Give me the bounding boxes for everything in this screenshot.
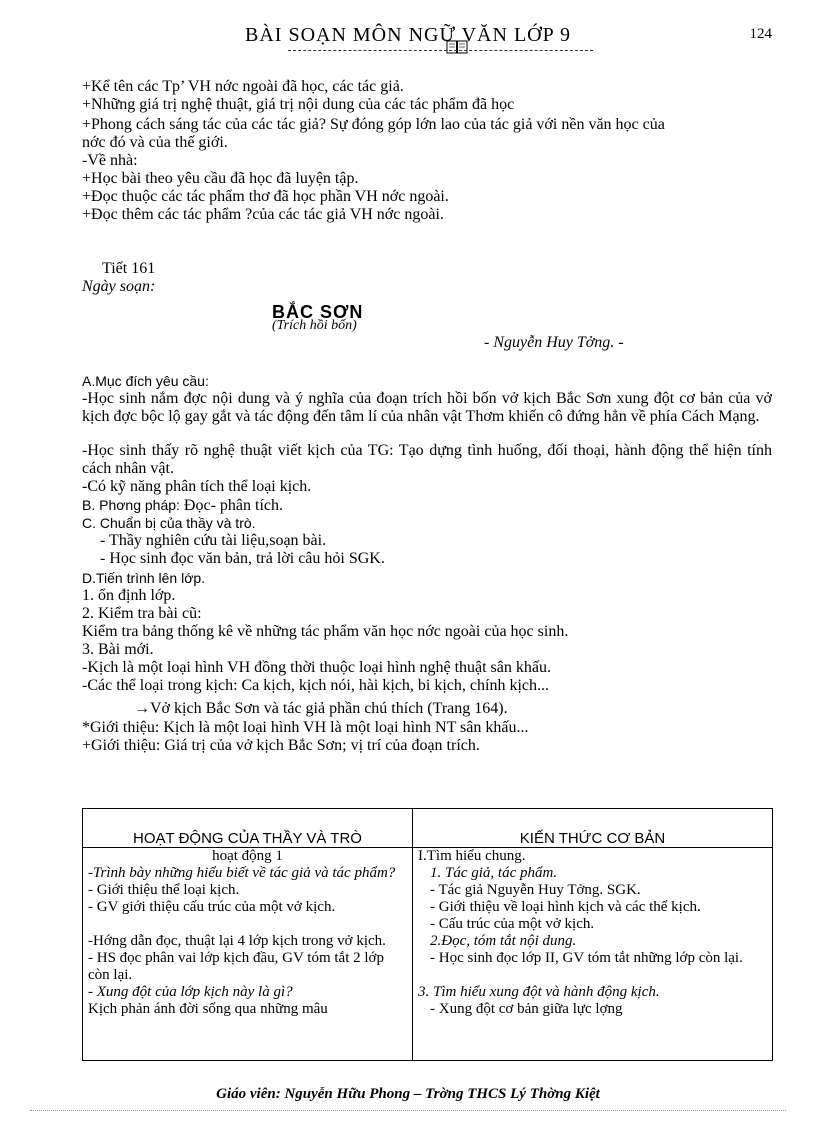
intro-line: -Về nhà: <box>82 152 138 169</box>
section-b-text: Đọc- phân tích. <box>183 497 283 514</box>
activity-line: hoạt động 1 <box>212 848 283 864</box>
knowledge-line: - Cấu trúc của một vở kịch. <box>430 916 595 932</box>
intro-line: +Đọc thêm các tác phẩm ?của các tác giả VH nớc ngoài. <box>82 206 444 223</box>
section-d-item: +Giới thiệu: Giá trị của vở kịch Bắc Sơn; vị trí của đoạn trích. <box>82 737 480 754</box>
lesson-date-label: Ngày soạn: <box>82 278 156 295</box>
activities-cell <box>83 848 413 1061</box>
knowledge-line: I.Tìm hiểu chung. <box>418 848 526 864</box>
section-d-heading: D.Tiến trình lên lớp. <box>82 570 206 586</box>
section-a-item: -Có kỹ năng phân tích thể loại kịch. <box>82 478 312 495</box>
section-b-heading: B. Phơng pháp: <box>82 497 180 513</box>
section-d-item: 2. Kiểm tra bài cũ: <box>82 605 202 622</box>
table-row <box>83 848 773 1061</box>
section-a-item: -Học sinh thấy rõ nghệ thuật viết kịch của TG: Tạo dựng tình huống, đối thoại, hành động thể hiện tính cách nhân vật. <box>82 442 772 477</box>
knowledge-line: 3. Tìm hiểu xung đột và hành động kịch. <box>418 984 660 1000</box>
intro-line: +Những giá trị nghệ thuật, giá trị nội dung của các tác phẩm đã học <box>82 96 515 113</box>
knowledge-line <box>418 967 767 984</box>
section-d-item: 3. Bài mới. <box>82 641 154 658</box>
activity-line: - Giới thiệu thể loại kịch. <box>88 882 240 898</box>
section-a-item: -Học sinh nắm đợc nội dung và ý nghĩa của đoạn trích hồi bốn vở kịch Bắc Sơn xung đột cơ bản của vở kịch đợc bộc lộ gay gắt và tác động đến tâm lí của nhân vật Thơm khiến cô đứng hẳn về phía Cách Mạng. <box>82 390 772 425</box>
activity-line: - Xung đột của lớp kịch này là gì? <box>88 984 293 1000</box>
intro-line: +Kể tên các Tp’ VH nớc ngoài đã học, các tác giả. <box>82 78 404 95</box>
lesson-period: Tiết 161 <box>102 260 156 277</box>
activity-line <box>88 916 407 933</box>
lesson-author: - Nguyễn Huy Tởng. - <box>484 334 624 351</box>
section-d-item: -Kịch là một loại hình VH đồng thời thuộc loại hình nghệ thuật sân khấu. <box>82 659 551 676</box>
knowledge-line: - Tác giả Nguyễn Huy Tởng. SGK. <box>430 882 641 898</box>
section-a-heading: A.Mục đích yêu cầu: <box>82 373 209 389</box>
section-d-item: *Giới thiệu: Kịch là một loại hình VH là một loại hình NT sân khấu... <box>82 719 529 736</box>
section-c-item: - Học sinh đọc văn bản, trả lời câu hỏi SGK. <box>100 550 385 567</box>
activity-line: - HS đọc phân vai lớp kịch đầu, GV tóm tắt 2 lớp còn lại. <box>88 950 384 983</box>
intro-line: +Đọc thuộc các tác phẩm thơ đã học phần VH nớc ngoài. <box>82 188 449 205</box>
section-d-item: -Các thể loại trong kịch: Ca kịch, kịch nói, hài kịch, bi kịch, chính kịch... <box>82 677 549 694</box>
table-header-row <box>83 809 773 848</box>
intro-line: +Phong cách sáng tác của các tác giả? Sự đóng góp lớn lao của tác giả với nền văn học của <box>82 116 665 133</box>
knowledge-line: - Học sinh đọc lớp II, GV tóm tắt những lớp còn lại. <box>430 950 743 966</box>
col-activities-header: HOẠT ĐỘNG CỦA THẦY VÀ TRÒ <box>83 809 413 848</box>
knowledge-cell <box>413 848 773 1061</box>
knowledge-line: - Giới thiệu về loại hình kịch và các thể kịch. <box>430 899 701 915</box>
lesson-subtitle: (Trích hồi bốn) <box>272 318 357 333</box>
footer-divider <box>30 1110 786 1111</box>
col-knowledge-header: KIẾN THỨC CƠ BẢN <box>413 809 773 848</box>
section-c-heading: C. Chuẩn bị của thầy và trò. <box>82 515 256 531</box>
section-d-item: Kiểm tra bảng thống kê về những tác phẩm văn học nớc ngoài của học sinh. <box>82 623 569 640</box>
lesson-title: BẮC SƠN <box>272 302 364 322</box>
section-d-item: →Vở kịch Bắc Sơn và tác giả phần chú thích (Trang 164). <box>134 700 508 717</box>
knowledge-line: 1. Tác giả, tác phẩm. <box>430 865 558 881</box>
activity-line: -Trình bày những hiểu biết về tác giả và tác phẩm? <box>88 865 396 881</box>
page-number: 124 <box>749 26 772 42</box>
open-book-icon <box>446 40 468 54</box>
header-title: BÀI SOẠN MÔN NGỮ VĂN LỚP 9 <box>245 24 571 46</box>
section-c-item: - Thầy nghiên cứu tài liệu,soạn bài. <box>100 532 327 549</box>
footer-teacher: Giáo viên: Nguyễn Hữu Phong – Trờng THCS Lý Thờng Kiệt <box>216 1086 600 1102</box>
section-b <box>82 496 772 515</box>
intro-line: +Học bài theo yêu cầu đã học đã luyện tập. <box>82 170 359 187</box>
knowledge-line: 2.Đọc, tóm tắt nội dung. <box>430 933 577 949</box>
header-divider <box>288 50 593 51</box>
knowledge-line: - Xung đột cơ bản giữa lực lợng <box>430 1001 623 1017</box>
activity-line: Kịch phản ánh đời sống qua những mâu <box>88 1001 328 1017</box>
lesson-table <box>82 808 773 1061</box>
intro-line: nớc đó và của thế giới. <box>82 134 228 151</box>
activity-line: - GV giới thiệu cấu trúc của một vở kịch. <box>88 899 336 915</box>
section-d-item: 1. ổn định lớp. <box>82 587 176 604</box>
activity-line: -Hớng dẫn đọc, thuật lại 4 lớp kịch trong vở kịch. <box>88 933 386 949</box>
